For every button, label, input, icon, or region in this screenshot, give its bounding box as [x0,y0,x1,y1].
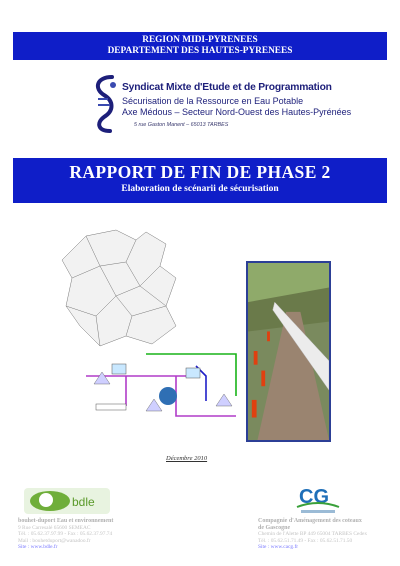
bdle-company: bouhet-duport Eau et environnement [18,518,114,524]
cacg-address: Chemin de l'Alette BP 449 65004 TARBES Cedex [258,531,368,538]
cacg-company-line-2: de Gascogne [258,524,291,531]
bdle-logo [24,484,110,518]
region-banner [13,32,387,60]
title-banner [13,158,387,203]
report-subtitle: Elaboration de scénarii de sécurisation [121,184,279,194]
syndicat-swirl-icon [90,73,120,135]
bdle-site-link[interactable]: Site : www.bdle.fr [18,544,58,551]
bdle-phone: Tél. : 05.62.37.97.99 - Fax : 05.62.37.97.74 [18,531,113,538]
report-date: Décembre 2010 [166,455,208,462]
cacg-logo [293,479,343,517]
commune-map-outline [62,230,176,346]
syndicat-name: Syndicat Mixte d'Etude et de Programmation [122,82,332,93]
pipe-construction-photo [246,261,331,442]
region-line-2: DEPARTEMENT DES HAUTES-PYRENEES [107,46,293,56]
network-nodes [94,364,232,411]
syndicat-address: 5 rue Gaston Manent – 65013 TARBES [134,122,229,128]
cacg-logo-text: CG [299,486,329,508]
syndicat-line-2: Axe Médous – Secteur Nord-Ouest des Hautes-Pyrénées [122,107,352,117]
cacg-phone: Tél. : 05.62.51.71.49 - Fax : 05.62.51.71.50 [258,537,353,544]
bdle-logo-text: bdle [72,495,95,509]
cacg-company: Compagnie d'Aménagement des coteaux [258,518,362,524]
cacg-site-link[interactable]: Site : www.cacg.fr [258,544,299,551]
footer-right-contact [258,518,367,551]
syndicat-line-1: Sécurisation de la Ressource en Eau Potable [122,96,304,106]
syndicat-logo-block [90,73,352,145]
region-line-1: REGION MIDI-PYRENEES [142,35,258,45]
report-title: RAPPORT DE FIN DE PHASE 2 [69,162,331,182]
network-map-illustration [56,226,246,431]
bdle-address: 9 Rue Carresalé 65600 SEMEAC [18,524,91,531]
bdle-mail[interactable]: Mail : bouhetduport@wanadoo.fr [18,537,91,544]
footer-left-contact [18,518,113,551]
